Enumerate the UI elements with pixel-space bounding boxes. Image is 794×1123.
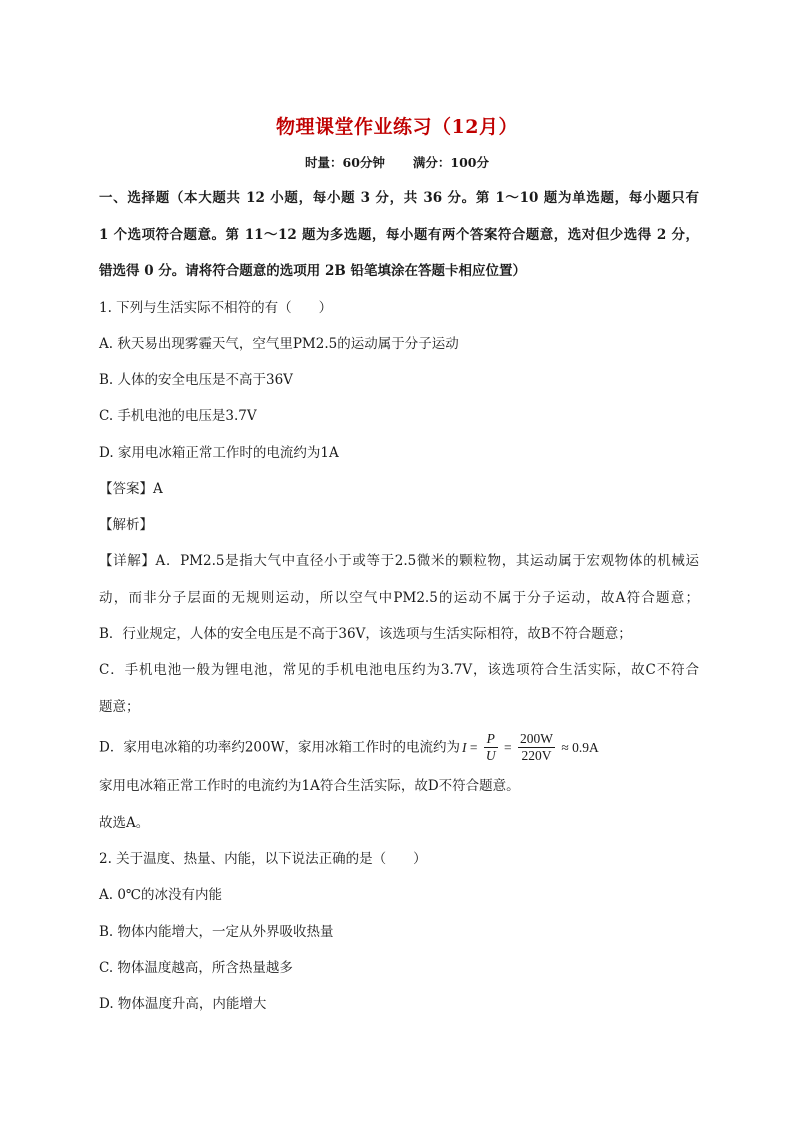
full-score: 满分：100分: [412, 155, 489, 170]
time-limit: 时量：60分钟: [305, 155, 385, 170]
question-2-stem: 2. 关于温度、热量、内能，以下说法正确的是（ ）: [99, 851, 427, 867]
question-1-answer: 【答案】A: [99, 481, 163, 497]
question-1-stem: 1. 下列与生活实际不相符的有（ ）: [99, 300, 333, 316]
section-instructions-line-2: 1 个选项符合题意。第 11～12 题为多选题，每小题有两个答案符合题意，选对但少选得 2 分，: [99, 227, 699, 243]
current-formula: [462, 731, 599, 764]
formula-equals: =: [469, 739, 478, 755]
formula-fraction-values: [518, 731, 555, 764]
formula-lhs: I: [461, 739, 467, 755]
detail-d-prefix: D．家用电冰箱的功率约200W，家用冰箱工作时的电流约为: [99, 739, 460, 756]
detail-line-d-with-formula: [99, 731, 699, 764]
detail-line-1: 【详解】A．PM2.5是指大气中直径小于或等于2.5微米的颗粒物，其运动属于宏观物体的机械运: [99, 553, 699, 569]
question-1-option-c: C. 手机电池的电压是3.7V: [99, 408, 257, 424]
formula-num-1: P: [484, 731, 498, 748]
detail-d-follow: 家用电冰箱正常工作时的电流约为1A符合生活实际，故D不符合题意。: [99, 778, 520, 794]
question-1-option-d: D. 家用电冰箱正常工作时的电流约为1A: [99, 445, 339, 461]
question-1-analysis-heading: 【解析】: [99, 517, 153, 533]
formula-num-2: 200W: [519, 731, 553, 747]
question-1-option-b: B. 人体的安全电压是不高于36V: [99, 372, 293, 388]
formula-equals-2: =: [503, 739, 512, 755]
formula-approx: ≈ 0.9A: [561, 739, 599, 755]
section-instructions-line-3: 错选得 0 分。请将符合题意的选项用 2B 铅笔填涂在答题卡相应位置）: [99, 263, 526, 279]
exam-meta: [0, 153, 794, 171]
formula-den-1: U: [485, 748, 496, 764]
section-instructions-line-1: 一、选择题（本大题共 12 小题，每小题 3 分，共 36 分。第 1～10 题为单选题，每小题只有: [99, 190, 699, 206]
document-title: 物理课堂作业练习（12月）: [276, 116, 518, 138]
formula-fraction-pu: [484, 731, 498, 764]
question-2-option-b: B. 物体内能增大，一定从外界吸收热量: [99, 924, 334, 940]
detail-line-3: B．行业规定，人体的安全电压是不高于36V，该选项与生活实际相符，故B不符合题意；: [99, 626, 632, 642]
question-2-option-c: C. 物体温度越高，所含热量越多: [99, 960, 293, 976]
question-2-option-d: D. 物体温度升高，内能增大: [99, 996, 267, 1012]
question-1-option-a: A. 秋天易出现雾霾天气，空气里PM2.5的运动属于分子运动: [99, 336, 459, 352]
formula-den-2: 220V: [521, 748, 552, 764]
question-1-conclusion: 故选A。: [99, 815, 150, 831]
detail-line-2: 动，而非分子层面的无规则运动，所以空气中PM2.5的运动不属于分子运动，故A符合题意；: [99, 590, 699, 606]
detail-line-5: 题意；: [99, 699, 140, 715]
detail-line-4: C．手机电池一般为锂电池，常见的手机电池电压约为3.7V，该选项符合生活实际，故C不符合: [99, 662, 699, 678]
question-2-option-a: A. 0℃的冰没有内能: [99, 887, 223, 903]
